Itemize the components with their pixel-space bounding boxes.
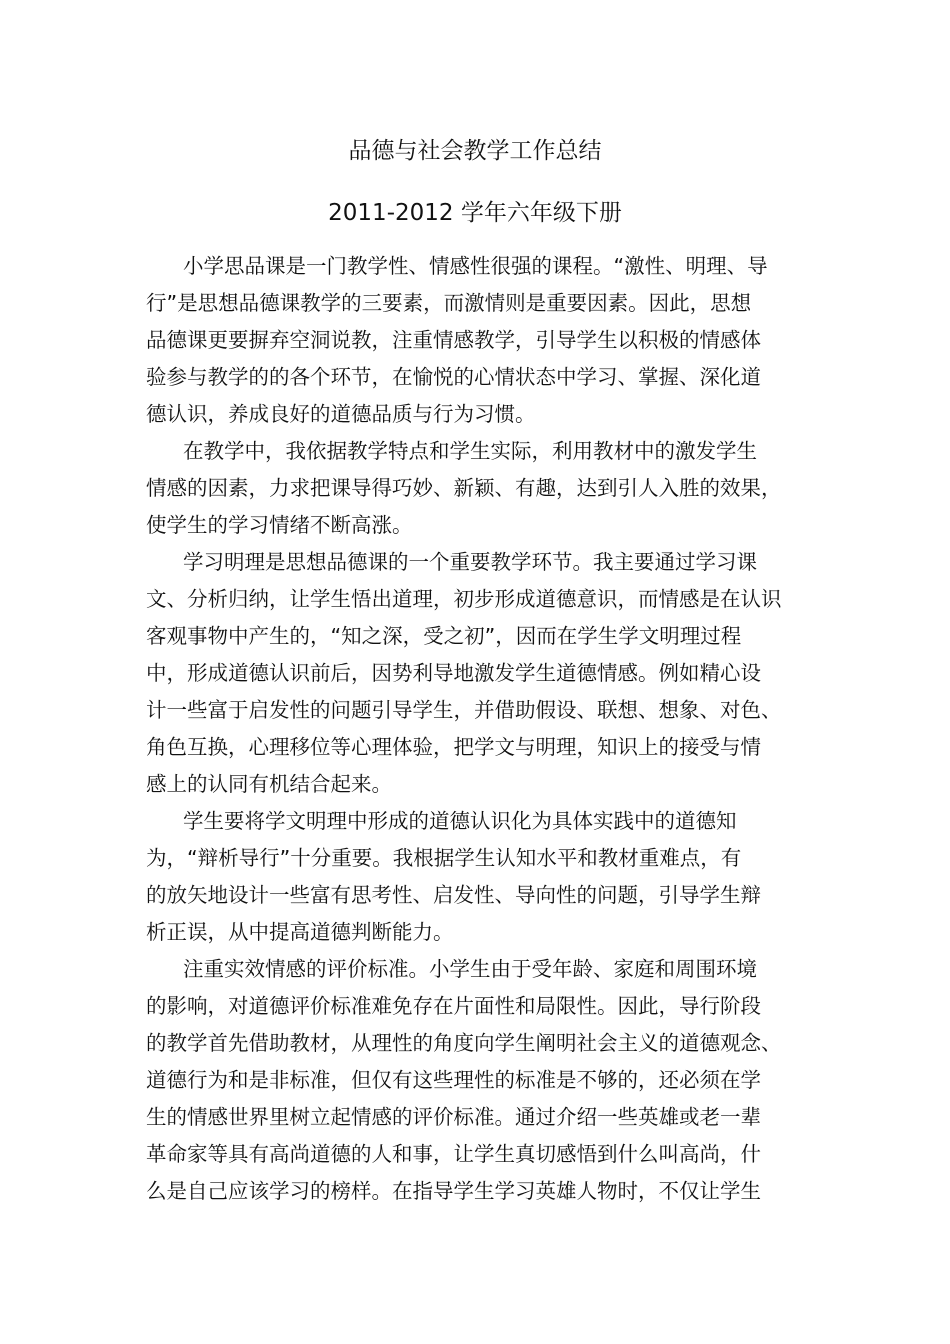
text-line: 为，“辩析导行”十分重要。我根据学生认知水平和教材重难点，有 (146, 846, 742, 870)
text-line: 析正误，从中提高道德判断能力。 (146, 920, 454, 944)
text-line: 验参与教学的的各个环节，在愉悦的心情状态中学习、掌握、深化道 (146, 365, 761, 389)
text-line: 生的情感世界里树立起情感的评价标准。通过介绍一些英雄或老一辈 (146, 1105, 761, 1129)
paragraph-5 (146, 951, 826, 1210)
text-line: 情感的因素，力求把课导得巧妙、新颖、有趣，达到引人入胜的效果， (146, 476, 782, 500)
text-line: 文、分析归纳，让学生悟出道理，初步形成道德意识，而情感是在认识 (146, 587, 782, 611)
text-line: 感上的认同有机结合起来。 (146, 772, 392, 796)
text-line: 角色互换，心理移位等心理体验，把学文与明理，知识上的接受与情 (146, 735, 761, 759)
text-line: 客观事物中产生的，“知之深，受之初”，因而在学生学文明理过程 (146, 624, 742, 648)
text-line: 小学思品课是一门教学性、情感性很强的课程。“激性、明理、导 (183, 254, 768, 278)
text-line: 品德课更要摒弃空洞说教，注重情感教学，引导学生以积极的情感体 (146, 328, 761, 352)
text-line: 道德行为和是非标准，但仅有这些理性的标准是不够的，还必须在学 (146, 1068, 761, 1092)
text-line: 德认识，养成良好的道德品质与行为习惯。 (146, 402, 536, 426)
paragraph-3 (146, 544, 826, 803)
text-line: 在教学中，我依据教学特点和学生实际，利用教材中的激发学生 (183, 439, 757, 463)
text-line: 注重实效情感的评价标准。小学生由于受年龄、家庭和周围环境 (183, 957, 757, 981)
text-line: 革命家等具有高尚道德的人和事，让学生真切感悟到什么叫高尚，什 (146, 1142, 761, 1166)
document-title: 品德与社会教学工作总结 (348, 138, 602, 164)
paragraph-2 (146, 433, 826, 544)
text-line: 使学生的学习情绪不断高涨。 (146, 513, 413, 537)
paragraph-1 (146, 248, 826, 433)
document-subtitle: 2011-2012 学年六年级下册 (328, 200, 622, 226)
text-line: 中，形成道德认识前后，因势利导地激发学生道德情感。例如精心设 (146, 661, 761, 685)
document-body (146, 248, 826, 1210)
text-line: 的教学首先借助教材，从理性的角度向学生阐明社会主义的道德观念、 (146, 1031, 782, 1055)
text-line: 学生要将学文明理中形成的道德认识化为具体实践中的道德知 (183, 809, 737, 833)
text-line: 么是自己应该学习的榜样。在指导学生学习英雄人物时，不仅让学生 (146, 1179, 761, 1203)
paragraph-4 (146, 803, 826, 951)
text-line: 的放矢地设计一些富有思考性、启发性、导向性的问题，引导学生辩 (146, 883, 761, 907)
text-line: 行”是思想品德课教学的三要素，而激情则是重要因素。因此，思想 (146, 291, 752, 315)
text-line: 的影响，对道德评价标准难免存在片面性和局限性。因此，导行阶段 (146, 994, 761, 1018)
text-line: 学习明理是思想品德课的一个重要教学环节。我主要通过学习课 (183, 550, 757, 574)
text-line: 计一些富于启发性的问题引导学生，并借助假设、联想、想象、对色、 (146, 698, 782, 722)
